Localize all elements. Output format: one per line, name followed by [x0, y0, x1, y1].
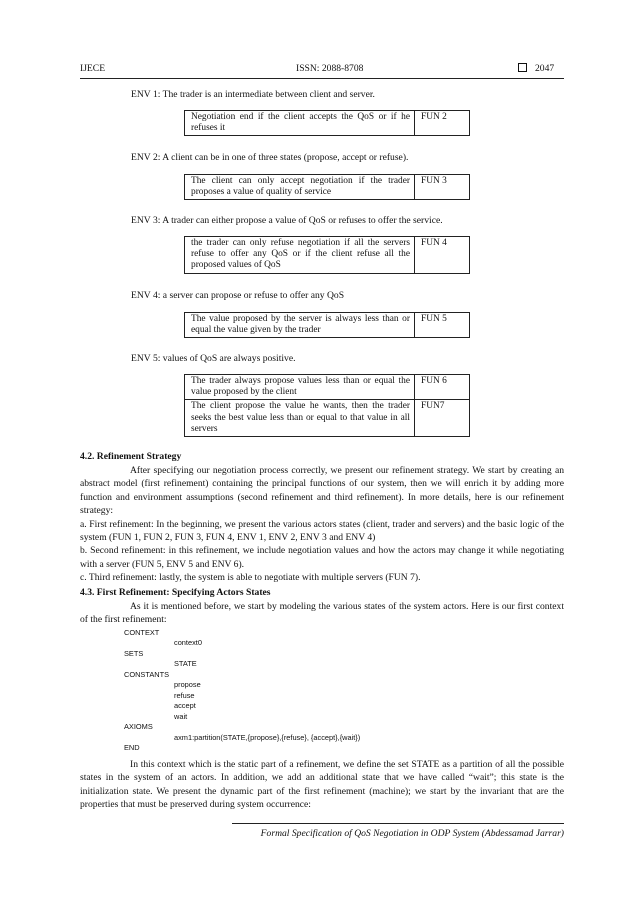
fun-id: FUN 2	[415, 111, 470, 136]
fun-table-2	[184, 174, 470, 200]
page-number: 2047	[535, 63, 555, 74]
issn: ISSN: 2088-8708	[296, 63, 364, 74]
code-line: axm1:partition(STATE,{propose},{refuse}, {accept},{wait})	[174, 732, 361, 742]
fun-text: The client can only accept negotiation if the trader proposes a value of quality of service	[185, 175, 415, 200]
header-rule	[80, 78, 564, 79]
journal-name: IJECE	[80, 63, 106, 74]
section-heading-4-2: 4.2. Refinement Strategy	[80, 451, 182, 462]
page-number-block	[518, 63, 554, 74]
section-heading-4-3: 4.3. First Refinement: Specifying Actors States	[80, 587, 271, 598]
section-4-2-body	[80, 464, 564, 585]
code-line: wait	[174, 711, 188, 721]
code-line: END	[124, 742, 140, 752]
fun-table-5	[184, 374, 470, 437]
fun-id: FUN 3	[415, 175, 470, 200]
table-row	[185, 111, 470, 136]
fun-table-1	[184, 110, 470, 136]
env-3: ENV 3: A trader can either propose a value of QoS or refuses to offer the service.	[131, 215, 443, 226]
list-item: c. Third refinement: lastly, the system is able to negotiate with multiple servers (FUN 7).	[80, 572, 421, 584]
section-4-3-body	[80, 758, 564, 812]
fun-text: the trader can only refuse negotiation if all the servers refuse to offer any QoS or if the client refuse all the proposed values of QoS	[185, 237, 415, 274]
code-line: AXIOMS	[124, 722, 153, 732]
code-line: propose	[174, 680, 201, 690]
paragraph-text: After specifying our negotiation process correctly, we present our refinement strategy. We start by creating an abstract model (first refinement) containing the principal functions of our system, then we will enrich it by adding more function and environment assumptions (second refinement and third refinement). In more details, here is our refinement strategy:	[80, 465, 564, 517]
code-line: CONTEXT	[124, 628, 160, 637]
paragraph	[80, 464, 564, 518]
square-bullet-icon	[518, 63, 527, 72]
running-footer: Formal Specification of QoS Negotiation in ODP System (Abdessamad Jarrar)	[260, 828, 564, 839]
fun-id: FUN 5	[415, 313, 470, 338]
fun-id: FUN 4	[415, 237, 470, 274]
code-line: SETS	[124, 648, 144, 658]
table-row	[185, 400, 470, 437]
list-item: a. First refinement: In the beginning, we present the various actors states (client, trader and servers) and the basic logic of the system (FUN 1, FUN 2, FUN 3, FUN 4, ENV 1, ENV 2, ENV 3 and ENV 4)	[80, 518, 564, 544]
paragraph	[80, 758, 564, 812]
paragraph	[80, 600, 564, 627]
fun-id: FUN 6	[415, 375, 470, 400]
code-line: CONSTANTS	[124, 669, 170, 679]
section-4-3-intro	[80, 600, 564, 627]
env-5: ENV 5: values of QoS are always positive.	[131, 353, 296, 364]
code-line: context0	[174, 638, 202, 648]
table-row	[185, 175, 470, 200]
list-item: b. Second refinement: in this refinement, we include negotiation values and how the actors may change it while negotiating with a server (FUN 5, ENV 5 and ENV 6).	[80, 545, 564, 570]
paragraph-text: In this context which is the static part of a refinement, we define the set STATE as a partition of all the possible states in the system of an actors. In addition, we add an additional state that we have called “wait”; this state is the initialization state. We present the dynamic part of the first refinement (machine); we start by the invariant that are the properties that must be preserved during system occurrence:	[80, 759, 564, 811]
fun-id: FUN7	[415, 400, 470, 437]
env-4: ENV 4: a server can propose or refuse to offer any QoS	[131, 290, 345, 301]
env-2: ENV 2: A client can be in one of three states (propose, accept or refuse).	[131, 152, 409, 163]
table-row	[185, 375, 470, 400]
paragraph-text: As it is mentioned before, we start by modeling the various states of the system actors. Here is our first context of the first refinement:	[80, 601, 564, 626]
fun-table-4	[184, 312, 470, 338]
fun-text: The client propose the value he wants, then the trader seeks the best value less than or equal to that value in all servers	[185, 400, 415, 437]
code-line: refuse	[174, 690, 195, 700]
fun-text: The trader always propose values less than or equal the value proposed by the client	[185, 375, 415, 400]
context-code-block	[124, 628, 360, 753]
code-line: accept	[174, 701, 196, 711]
env-1: ENV 1: The trader is an intermediate between client and server.	[131, 89, 375, 100]
fun-text: Negotiation end if the client accepts the QoS or if he refuses it	[185, 111, 415, 136]
code-line: STATE	[174, 659, 197, 669]
table-row	[185, 313, 470, 338]
footer-rule	[232, 823, 564, 824]
fun-table-3	[184, 236, 470, 274]
fun-text: The value proposed by the server is always less than or equal the value given by the trader	[185, 313, 415, 338]
table-row	[185, 237, 470, 274]
